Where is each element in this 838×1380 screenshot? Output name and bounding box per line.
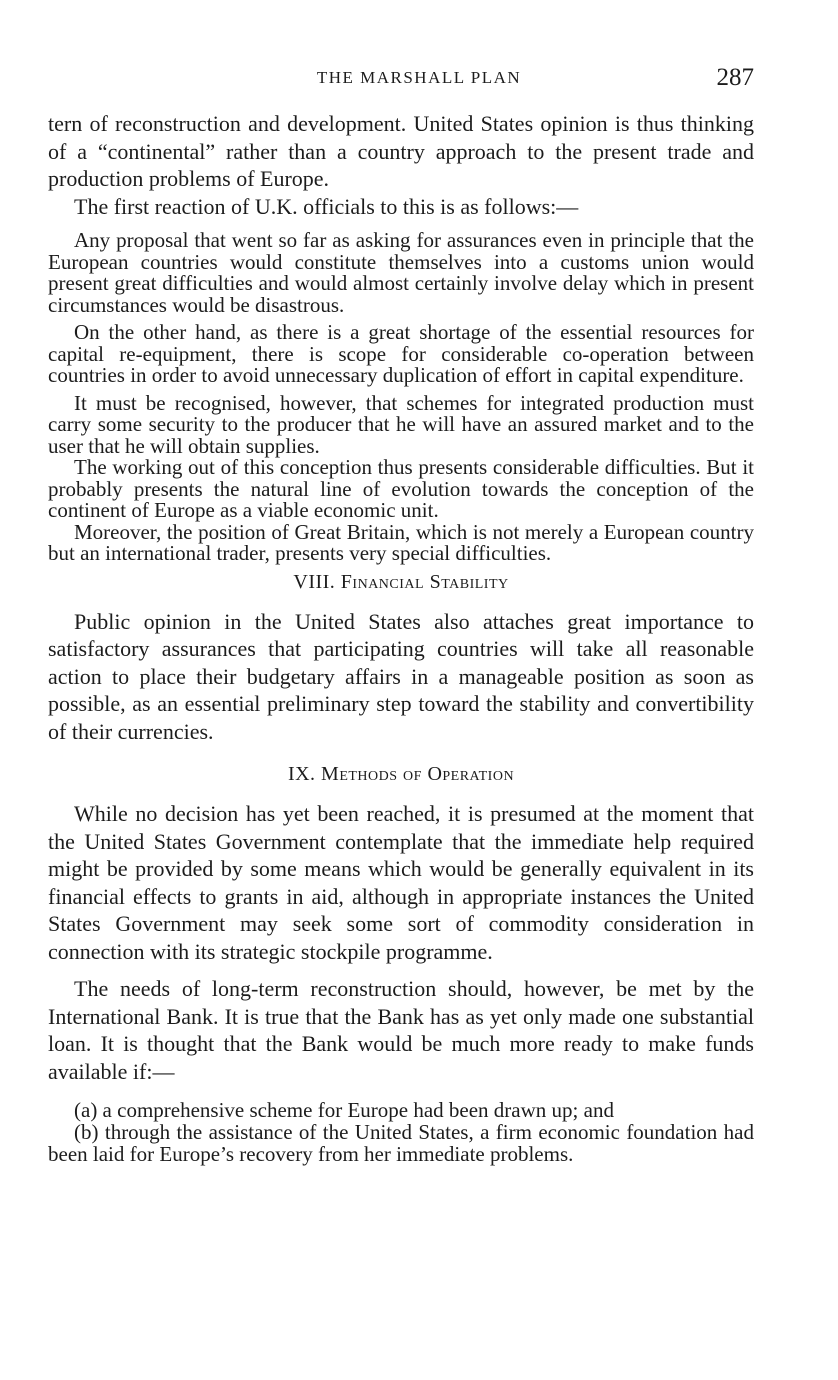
- quote-paragraph-viable-unit: The working out of this conception thus presents considerable difficulties. But it probably presents the natural line of evolution towards the conception of the continent of Europe as a viable economic unit.: [48, 455, 754, 522]
- paragraph-uk-reaction-intro: The first reaction of U.K. officials to this is as follows:—: [74, 193, 579, 219]
- list-item-a: (a) a comprehensive scheme for Europe had been drawn up; and: [74, 1098, 614, 1122]
- quote-paragraph-integrated-production: It must be recognised, however, that schemes for integrated production must carry some security to the producer that he will have an assured market and to the user that he will obtain supplies.: [48, 390, 754, 458]
- page-body: [48, 110, 754, 1165]
- paragraph-financial-stability: Public opinion in the United States also attaches great importance to satisfactory assurances that participating countries will take all reasonable action to place their budgetary affairs in a manageable position as soon as possible, as an essential preliminary step toward the stability and convertibility of their currencies.: [48, 608, 754, 744]
- running-head: [0, 64, 838, 94]
- section-heading-methods-of-operation: IX. Methods of Operation: [287, 763, 515, 785]
- list-item-b: (b) through the assistance of the United States, a firm economic foundation had been laid for Europe’s recovery from her immediate problems.: [48, 1120, 754, 1166]
- page-number: 287: [716, 64, 754, 91]
- quote-paragraph-capital-equipment: On the other hand, as there is a great shortage of the essential resources for capital re-equipment, there is scope for considerable co-operation between countries in order to avoid unnecessary duplication of effort in capital expenditure.: [48, 320, 754, 387]
- paragraph-international-bank: The needs of long-term reconstruction should, however, be met by the International Bank. It is true that the Bank has as yet only made one substantial loan. It is thought that the Bank would be much more ready to make funds available if:—: [48, 976, 754, 1084]
- conditions-list: [48, 1099, 754, 1165]
- paragraph-immediate-help: While no decision has yet been reached, it is presumed at the moment that the United States Government contemplate that the immediate help required might be provided by some means which would be generally equivalent in its financial effects to grants in aid, although in appropriate instances the United States Government may seek some sort of commodity consideration in connection with its strategic stockpile programme.: [48, 801, 754, 964]
- running-title: THE MARSHALL PLAN: [316, 68, 522, 87]
- quote-paragraph-great-britain: Moreover, the position of Great Britain, which is not merely a European country but an international trader, presents very special difficulties.: [48, 519, 754, 565]
- paragraph-continuation: tern of reconstruction and development. United States opinion is thus thinking of a “continental” rather than a country approach to the present trade and production problems of Europe.: [48, 111, 754, 191]
- quote-paragraph-customs-union: Any proposal that went so far as asking for assurances even in principle that the European countries would constitute themselves into a customs union would present great difficulties and would almost certainly involve delay which in present circumstances would be disastrous.: [48, 228, 754, 317]
- section-heading-financial-stability: VIII. Financial Stability: [293, 570, 509, 593]
- block-quote: [48, 230, 754, 565]
